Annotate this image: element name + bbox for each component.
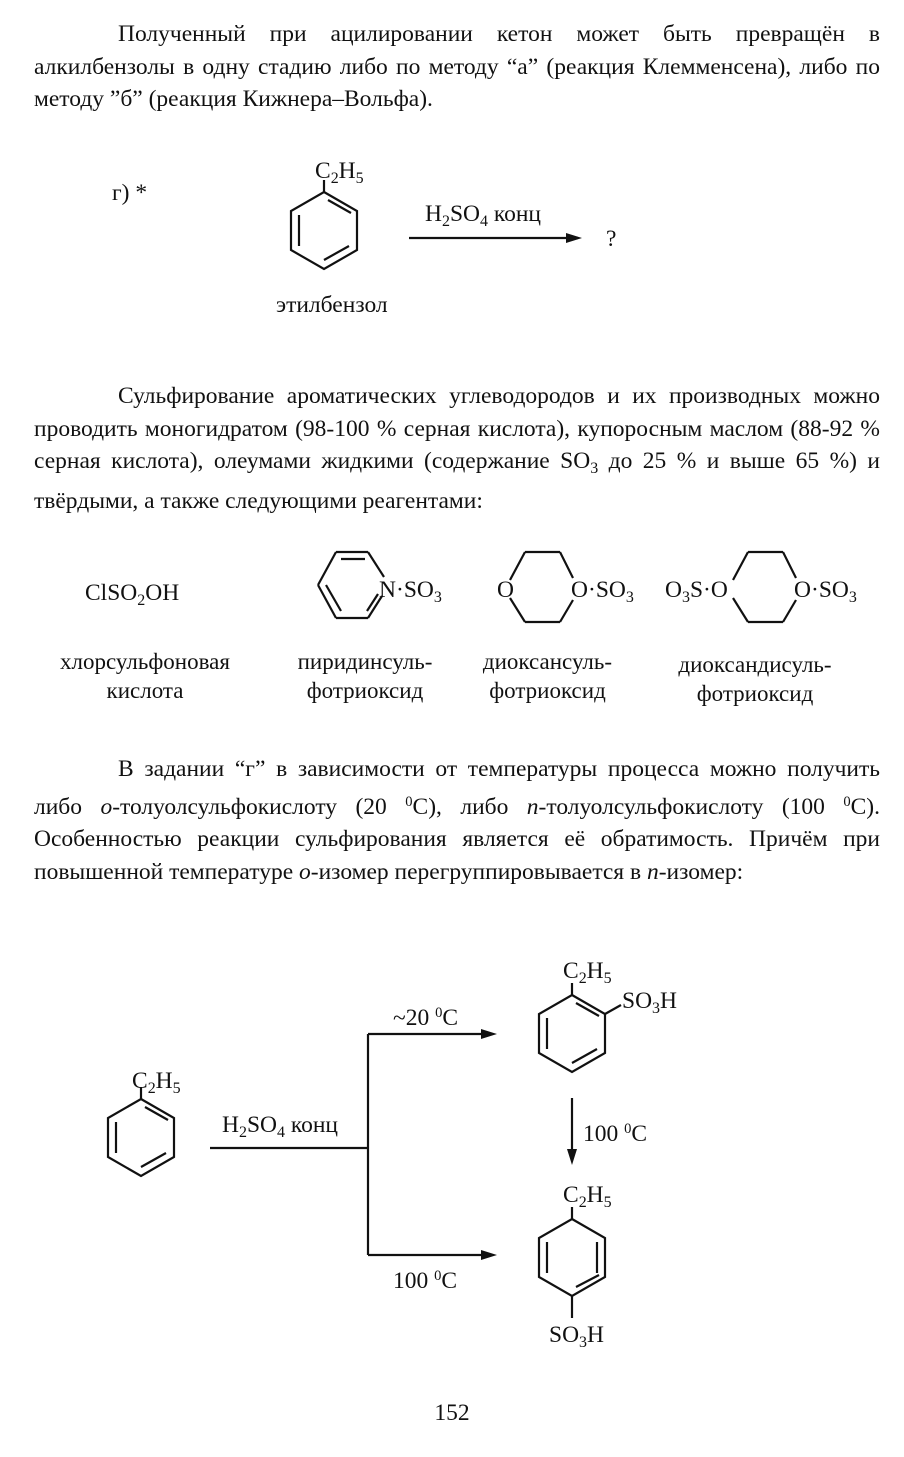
caption-chlorosulfonic: хлорсульфоновая кислота xyxy=(60,649,230,703)
chlorosulfonic-acid-formula: ClSO$_2$OH xyxy=(85,580,180,609)
scheme-start-ethyl: $C_2H_5$ xyxy=(132,1068,181,1097)
unknown-product: ? xyxy=(606,226,617,252)
reagent-sulfuric-acid: $H_2SO_4$ конц xyxy=(425,201,542,230)
ethyl-substituent: $C_2H_5$ xyxy=(315,158,364,187)
scheme-reagent: $H_2SO_4$ конц xyxy=(222,1112,339,1141)
dioxane-di-left-label: $O_3S\cdot O$ xyxy=(665,577,728,606)
sulfonation-paragraph: Сульфирование ароматических углеводородов и их производных можно проводить моногидратом (98-100 % серная кислота), купоросным маслом (88-92 % серная кислота), олеумами жидкими (содержание $SO_3$ до 25 % и выше 65 %) и твёрдыми, а также следующими реагентами: xyxy=(34,383,880,515)
dioxane-o-left: O xyxy=(497,577,514,603)
temperature-paragraph: В задании “г” в зависимости от температуры процесса можно получить либо о-толуолсульфокислоту (20 $^0$С), либо п-толуолсульфокислоту (100 $^0$С). Особенностью реакции сульфирования является её обратимость. Причём при повышенной температуре о-изомер перегруппировывается в п-изомер: xyxy=(34,756,880,885)
para-product-so3h: $SO_3H$ xyxy=(549,1322,605,1351)
ortho-product-ethyl: $C_2H_5$ xyxy=(563,958,612,987)
caption-dioxane: диоксансуль- фотриоксид xyxy=(482,649,613,703)
dioxane-so3-label: $O\cdot SO_3$ xyxy=(571,577,634,606)
reaction-label: г) * xyxy=(112,180,148,206)
page-number: 152 xyxy=(434,1400,470,1426)
pyridine-so3-label: $N\cdot SO_3$ xyxy=(379,577,442,606)
caption-dioxane-di: диоксандисуль- фотриоксид xyxy=(678,652,832,706)
scheme-low-temp: ~20 $^0$C xyxy=(393,1005,459,1031)
dioxane-di-right-label: $O\cdot SO_3$ xyxy=(794,577,857,606)
substrate-name: этилбензол xyxy=(276,292,388,318)
intro-paragraph: Полученный при ацилировании кетон может быть превращён в алкилбензолы в одну стадию либо по методу “а” (реакция Клемменсена), либо по методу ”б” (реакция Кижнера–Вольфа). xyxy=(34,21,880,112)
para-product-ethyl: $C_2H_5$ xyxy=(563,1182,612,1211)
caption-pyridine: пиридинсуль- фотриоксид xyxy=(297,649,433,703)
ortho-product-so3h: $SO_3H$ xyxy=(622,988,678,1017)
scheme-high-temp-bottom: 100 $^0$C xyxy=(393,1268,458,1294)
scheme-rearrange-temp: 100 $^0$C xyxy=(583,1121,648,1147)
